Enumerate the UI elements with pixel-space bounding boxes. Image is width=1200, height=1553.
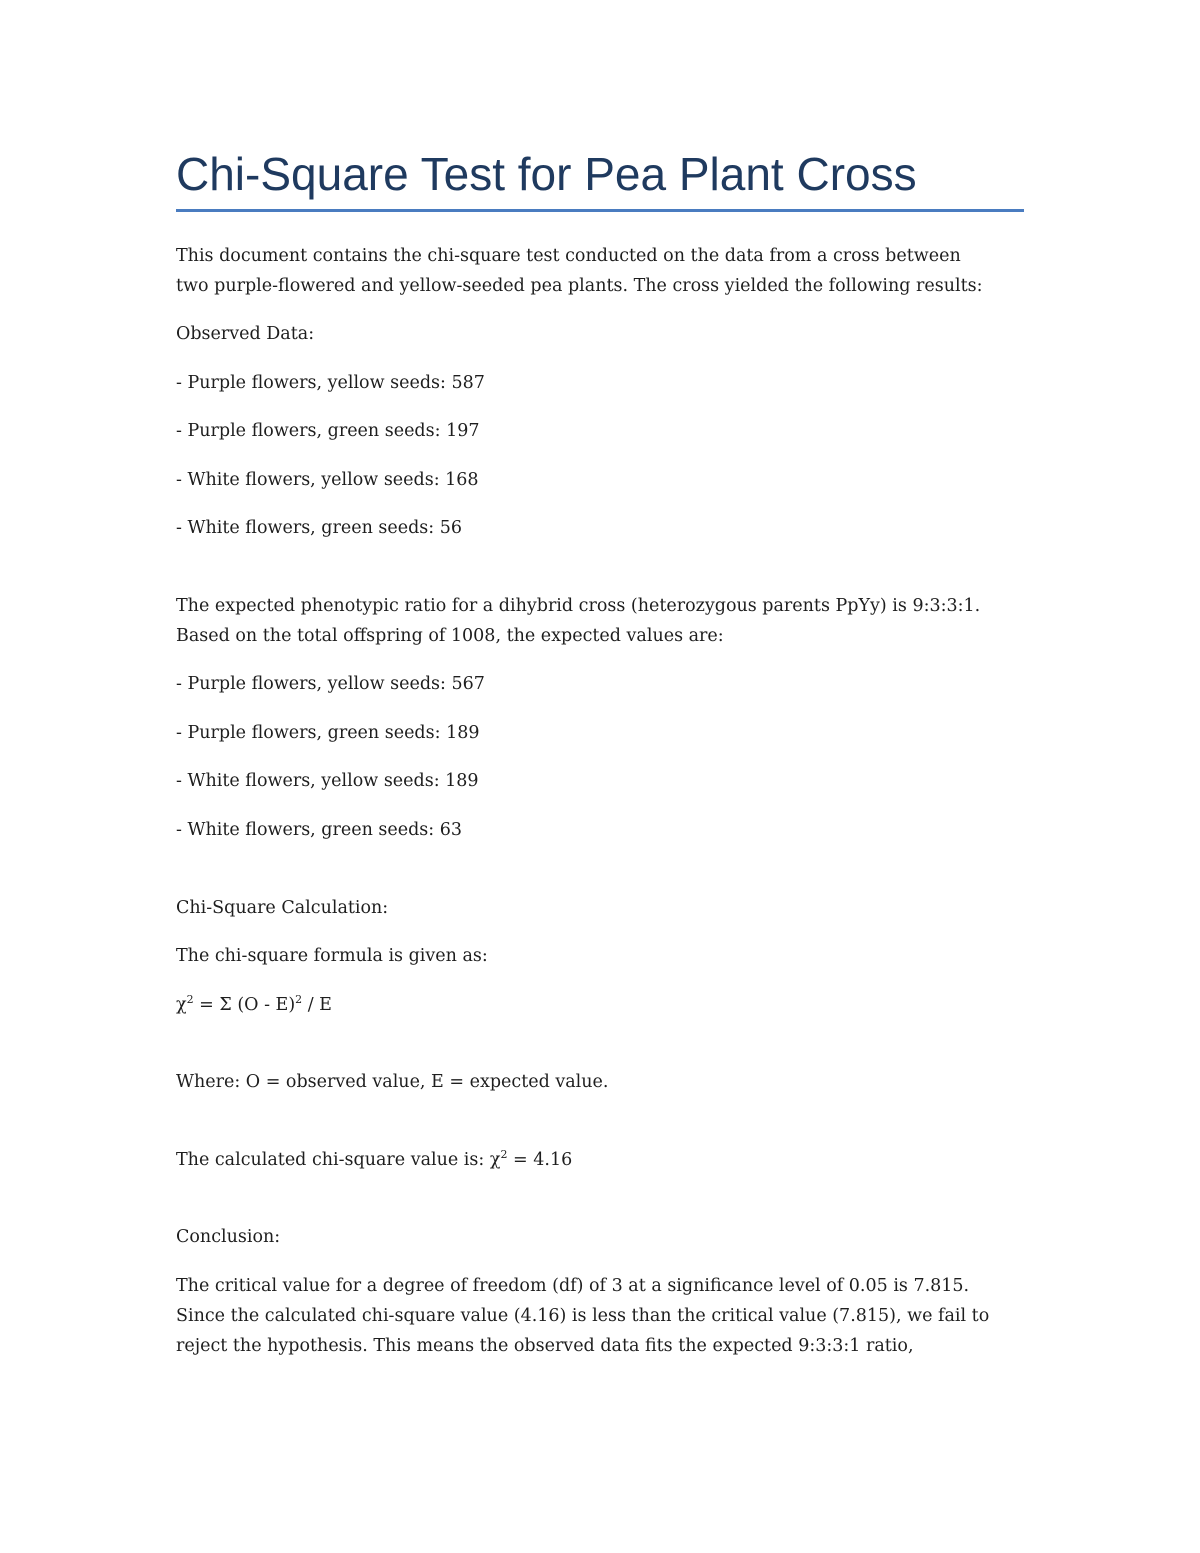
conclusion-line-3: reject the hypothesis. This means the observed data fits the expected 9:3:3:1 ratio, bbox=[176, 1336, 914, 1356]
conclusion-heading: Conclusion: bbox=[176, 1227, 281, 1247]
formula-chi-exponent: 2 bbox=[186, 993, 194, 1006]
formula-end: / E bbox=[302, 995, 332, 1015]
conclusion-line-1: The critical value for a degree of freedom (df) of 3 at a significance level of 0.05 is 7.815. bbox=[176, 1276, 970, 1296]
formula-middle: = Σ (O - E) bbox=[193, 995, 296, 1015]
formula-intro: The chi-square formula is given as: bbox=[176, 946, 488, 966]
result-exponent: 2 bbox=[500, 1148, 508, 1161]
chi-square-formula bbox=[176, 990, 1026, 1020]
title-underline bbox=[176, 209, 1024, 212]
result-prefix: The calculated chi-square value is: χ bbox=[176, 1150, 501, 1170]
intro-line-2: two purple-flowered and yellow-seeded pea plants. The cross yielded the following results: bbox=[176, 276, 983, 296]
observed-item-4: - White flowers, green seeds: 56 bbox=[176, 518, 463, 538]
calculation-heading: Chi-Square Calculation: bbox=[176, 898, 389, 918]
intro-line-1: This document contains the chi-square test conducted on the data from a cross between bbox=[176, 246, 961, 266]
page-title: Chi-Square Test for Pea Plant Cross bbox=[176, 148, 917, 200]
result-value: = 4.16 bbox=[507, 1150, 573, 1170]
observed-heading: Observed Data: bbox=[176, 324, 315, 344]
expected-item-3: - White flowers, yellow seeds: 189 bbox=[176, 771, 479, 791]
where-text: Where: O = observed value, E = expected value. bbox=[176, 1072, 609, 1092]
expected-item-1: - Purple flowers, yellow seeds: 567 bbox=[176, 674, 485, 694]
expected-item-2: - Purple flowers, green seeds: 189 bbox=[176, 723, 480, 743]
formula-paren-exponent: 2 bbox=[295, 993, 303, 1006]
observed-item-3: - White flowers, yellow seeds: 168 bbox=[176, 470, 479, 490]
expected-intro-line-1: The expected phenotypic ratio for a dihybrid cross (heterozygous parents PpYy) is 9:3:3:1. bbox=[176, 596, 981, 616]
formula-chi: χ bbox=[176, 995, 187, 1015]
calculated-result bbox=[176, 1145, 1026, 1175]
expected-item-4: - White flowers, green seeds: 63 bbox=[176, 820, 463, 840]
conclusion-line-2: Since the calculated chi-square value (4.16) is less than the critical value (7.815), we fail to bbox=[176, 1306, 990, 1326]
expected-intro-line-2: Based on the total offspring of 1008, the expected values are: bbox=[176, 626, 724, 646]
observed-item-1: - Purple flowers, yellow seeds: 587 bbox=[176, 373, 485, 393]
observed-item-2: - Purple flowers, green seeds: 197 bbox=[176, 421, 480, 441]
